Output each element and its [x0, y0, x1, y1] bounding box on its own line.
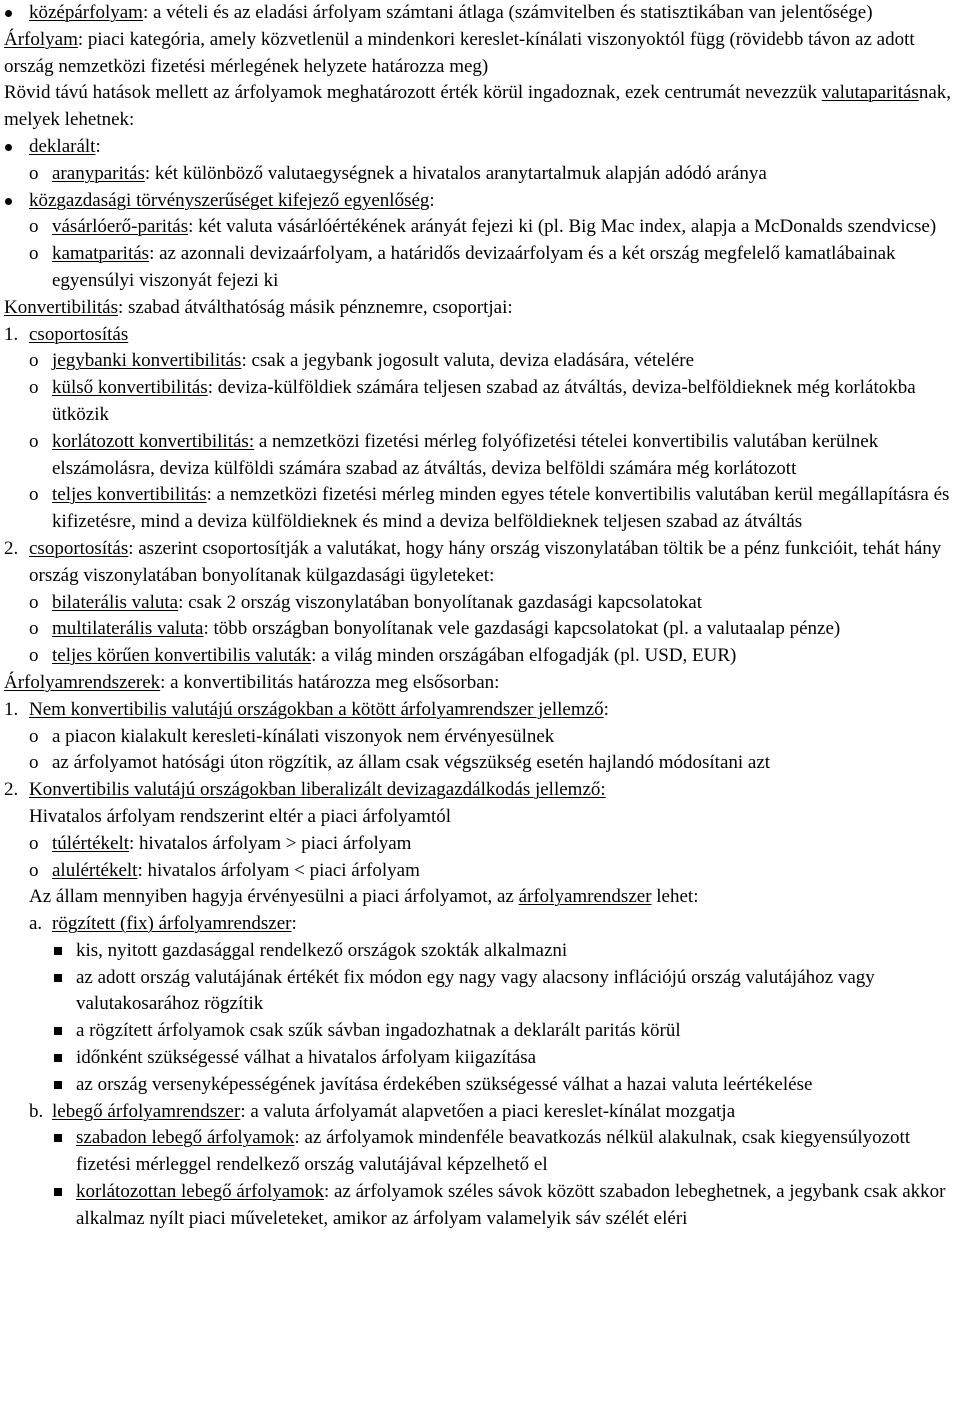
definition-text: : [291, 913, 297, 935]
square-bullet-item [0, 1179, 960, 1233]
paragraph-text: Hivatalos árfolyam rendszerint eltér a piaci árfolyamtól [29, 805, 452, 827]
paragraph-text: lehet: [651, 886, 699, 908]
paragraph-text: Az állam mennyiben hagyja érvényesülni a piaci árfolyamot, az [29, 886, 519, 908]
list-text: az ország versenyképességének javítása érdekében szükségessé válhat a hazai valuta leértékelése [76, 1073, 813, 1095]
list-letter: a. [29, 913, 43, 935]
list-text: a piacon kialakult keresleti-kínálati viszonyok nem érvényesülnek [52, 725, 555, 747]
lettered-item-lebego [0, 1099, 960, 1126]
term-korlatozott: korlátozott konvertibilitás: [52, 430, 255, 452]
list-text: az adott ország valutájának értékét fix módon egy nagy vagy alacsony inflációjú ország valutájához vagy valutakosarához rögzítik [76, 966, 875, 1015]
list-number: 2. [4, 537, 19, 559]
list-item-aranyparitas [0, 161, 960, 188]
definition-text: : a vételi és az eladási árfolyam számtani átlaga (számvitelben és statisztikában van jelentősége) [142, 2, 873, 23]
definition-text: : csak a jegybank jogosult valuta, deviza eladására, vételére [241, 350, 695, 372]
numbered-item-konvertibilis [0, 777, 960, 804]
square-bullet-item [0, 938, 960, 965]
term-rogzitett: rögzített (fix) árfolyamrendszer [52, 913, 292, 935]
list-item-kozgazdasagi [0, 188, 960, 215]
paragraph-allam [0, 884, 960, 911]
list-letter: b. [29, 1100, 44, 1122]
term-tulertekelt: túlértékelt [52, 832, 130, 854]
lettered-item-rogzitett [0, 911, 960, 938]
list-marker: o [29, 725, 39, 747]
paragraph-text: nak, melyek lehetnek: [4, 82, 951, 131]
definition-text: : [95, 135, 101, 157]
list-marker: o [29, 377, 39, 399]
definition-text: a nemzetközi fizetési mérleg folyófizetési tételei konvertibilis valutában kerülnek elszámolásra, deviza külföldi számára szabad az átváltás, deviza belföldi számára még korlátozott [52, 430, 879, 479]
list-marker: o [29, 430, 39, 452]
list-marker: o [29, 484, 39, 506]
paragraph-hivatalos [0, 804, 960, 831]
definition-text: : aszerint csoportosítják a valutákat, hogy hány ország viszonylatában töltik be a pénz funkcióit, tehát hány ország viszonylatában bonyolítanak külgazdasági ügyleteket: [29, 537, 942, 586]
list-item-multilateralis [0, 616, 960, 643]
list-item-kozeparfolyam [0, 0, 960, 27]
square-bullet-item [0, 965, 960, 1019]
list-text: az árfolyamot hatósági úton rögzítik, az állam csak végszükség esetén hajlandó módosítani azt [52, 752, 771, 774]
list-marker: o [29, 350, 39, 372]
list-number: 1. [4, 323, 19, 345]
definition-text: : hivatalos árfolyam > piaci árfolyam [129, 832, 412, 854]
term-kozeparfolyam: középárfolyam [29, 2, 143, 23]
paragraph-arfolyam [0, 27, 960, 81]
term-valutaparitas: valutaparitás [821, 82, 919, 104]
list-item-piacon [0, 724, 960, 751]
term-multilateralis: multilaterális valuta [52, 618, 204, 640]
term-alulertekelt: alulértékelt [52, 859, 138, 881]
list-marker: o [29, 752, 39, 774]
definition-text: : piaci kategória, amely közvetlenül a mindenkori kereslet-kínálati viszonyoktól függ (rövidebb távon az adott ország nemzetközi fizetési mérlegének helyzete határozza meg) [4, 28, 915, 77]
list-marker: o [29, 618, 39, 640]
list-marker: o [29, 243, 39, 265]
definition-text: : csak 2 ország viszonylatában bonyolítanak gazdasági kapcsolatokat [178, 591, 703, 613]
paragraph-arfolyamrendszerek [0, 670, 960, 697]
square-bullet-item [0, 1045, 960, 1072]
numbered-item-csoportositas-2 [0, 536, 960, 590]
list-item-hatosagi [0, 750, 960, 777]
definition-text: : [603, 698, 609, 720]
term-aranyparitas: aranyparitás [52, 162, 145, 184]
definition-text: : deviza-külföldiek számára teljesen szabad az átváltás, deviza-belföldieknek még korlátokba ütközik [52, 377, 916, 425]
square-bullet-item [0, 1125, 960, 1179]
definition-text: : két különböző valutaegységnek a hivatalos aranytartalmuk alapján adódó aránya [144, 162, 767, 184]
term-arfolyamrendszer: árfolyamrendszer [518, 886, 652, 908]
term-teljes: teljes konvertibilitás [52, 484, 207, 506]
list-marker: o [29, 216, 39, 238]
list-text: időnként szükségessé válhat a hivatalos árfolyam kiigazítása [76, 1047, 537, 1069]
definition-text: : hivatalos árfolyam < piaci árfolyam [137, 859, 420, 881]
term-deklaralt: deklarált [29, 135, 96, 157]
definition-text: : a nemzetközi fizetési mérleg minden egyes tétele konvertibilis valutában kerül megállapításra és kifizetésre, mind a deviza külföldieknek és mind a deviza belföldieknek teljesen szabad az átváltás [52, 484, 950, 533]
term-kamatparitas: kamatparitás [52, 243, 150, 265]
list-marker: o [29, 591, 39, 613]
list-item-kamatparitas [0, 241, 960, 295]
term-lebego: lebegő árfolyamrendszer [52, 1100, 241, 1122]
list-item-deklaralt [0, 134, 960, 161]
definition-text: : két valuta vásárlóértékének arányát fejezi ki (pl. Big Mac index, alapja a McDonalds szendvicse) [188, 216, 937, 238]
list-text: kis, nyitott gazdasággal rendelkező országok szokták alkalmazni [76, 939, 568, 961]
term-konvertibilitas: Konvertibilitás [4, 296, 118, 318]
term-szabadon-lebego: szabadon lebegő árfolyamok [76, 1127, 295, 1149]
paragraph-text: Rövid távú hatások mellett az árfolyamok meghatározott érték körül ingadoznak, ezek centrumát nevezzük [4, 82, 822, 104]
term-konvertibilis: Konvertibilis valutájú országokban liberalizált devizagazdálkodás jellemző: [29, 779, 606, 801]
numbered-item-csoportositas-1 [0, 322, 960, 349]
definition-text: : a világ minden országában elfogadják (pl. USD, EUR) [311, 645, 737, 667]
term-nem-konvertibilis: Nem konvertibilis valutájú országokban a kötött árfolyamrendszer jellemző [29, 698, 604, 720]
list-marker: o [29, 832, 39, 854]
numbered-item-nem-konvertibilis [0, 697, 960, 724]
term-csoportositas: csoportosítás [29, 323, 129, 345]
term-bilateralis: bilaterális valuta [52, 591, 179, 613]
definition-text: : a valuta árfolyamát alapvetően a piaci kereslet-kínálat mozgatja [240, 1100, 736, 1122]
definition-text: : több országban bonyolítanak vele gazdasági kapcsolatokat (pl. a valutaalap pénze) [203, 618, 841, 640]
list-item-jegybanki [0, 348, 960, 375]
term-kozgazdasagi: közgazdasági törvényszerűséget kifejező egyenlőség [29, 189, 430, 211]
list-item-kulso [0, 375, 960, 429]
term-vasarloero: vásárlóerő-paritás [52, 216, 189, 238]
term-teljes-koruen: teljes körűen konvertibilis valuták [52, 645, 312, 667]
term-arfolyamrendszerek: Árfolyamrendszerek [4, 671, 161, 693]
term-csoportositas: csoportosítás [29, 537, 129, 559]
list-item-teljes-koruen [0, 643, 960, 670]
paragraph-konvertibilitas [0, 295, 960, 322]
list-number: 1. [4, 698, 19, 720]
list-number: 2. [4, 779, 19, 801]
paragraph-rovid-tavu [0, 80, 960, 134]
definition-text: : a konvertibilitás határozza meg elsősorban: [160, 671, 500, 693]
list-text: a rögzített árfolyamok csak szűk sávban ingadozhatnak a deklarált paritás körül [76, 1020, 681, 1042]
list-marker: o [29, 162, 39, 184]
square-bullet-item [0, 1018, 960, 1045]
term-arfolyam: Árfolyam [4, 28, 78, 50]
list-item-teljes [0, 482, 960, 536]
list-marker: o [29, 859, 39, 881]
list-item-tulertekelt [0, 831, 960, 858]
definition-text: : [429, 189, 435, 211]
definition-text: : az árfolyamok mindenféle beavatkozás nélkül alakulnak, csak kiegyensúlyozott fizetési mérleggel rendelkező ország valutájával képzelhető el [76, 1127, 911, 1176]
term-kulso: külső konvertibilitás [52, 377, 208, 399]
list-item-bilateralis [0, 590, 960, 617]
definition-text: : szabad átválthatóság másik pénznemre, csoportjai: [117, 296, 513, 318]
definition-text: : az azonnali devizaárfolyam, a határidős devizaárfolyam és a két ország megfelelő kamatlábainak egyensúlyi viszonyát fejezi ki [52, 243, 896, 291]
list-item-alulertekelt [0, 858, 960, 885]
list-item-korlatozott [0, 429, 960, 483]
definition-text: : az árfolyamok széles sávok között szabadon lebeghetnek, a jegybank csak akkor alkalmaz nyílt piaci műveleteket, amikor az árfolyam valamelyik sáv szélét eléri [76, 1181, 946, 1229]
list-marker: o [29, 645, 39, 667]
term-korlatozottan-lebego: korlátozottan lebegő árfolyamok [76, 1181, 324, 1203]
square-bullet-item [0, 1072, 960, 1099]
term-jegybanki: jegybanki konvertibilitás [52, 350, 242, 372]
list-item-vasarloero [0, 214, 960, 241]
